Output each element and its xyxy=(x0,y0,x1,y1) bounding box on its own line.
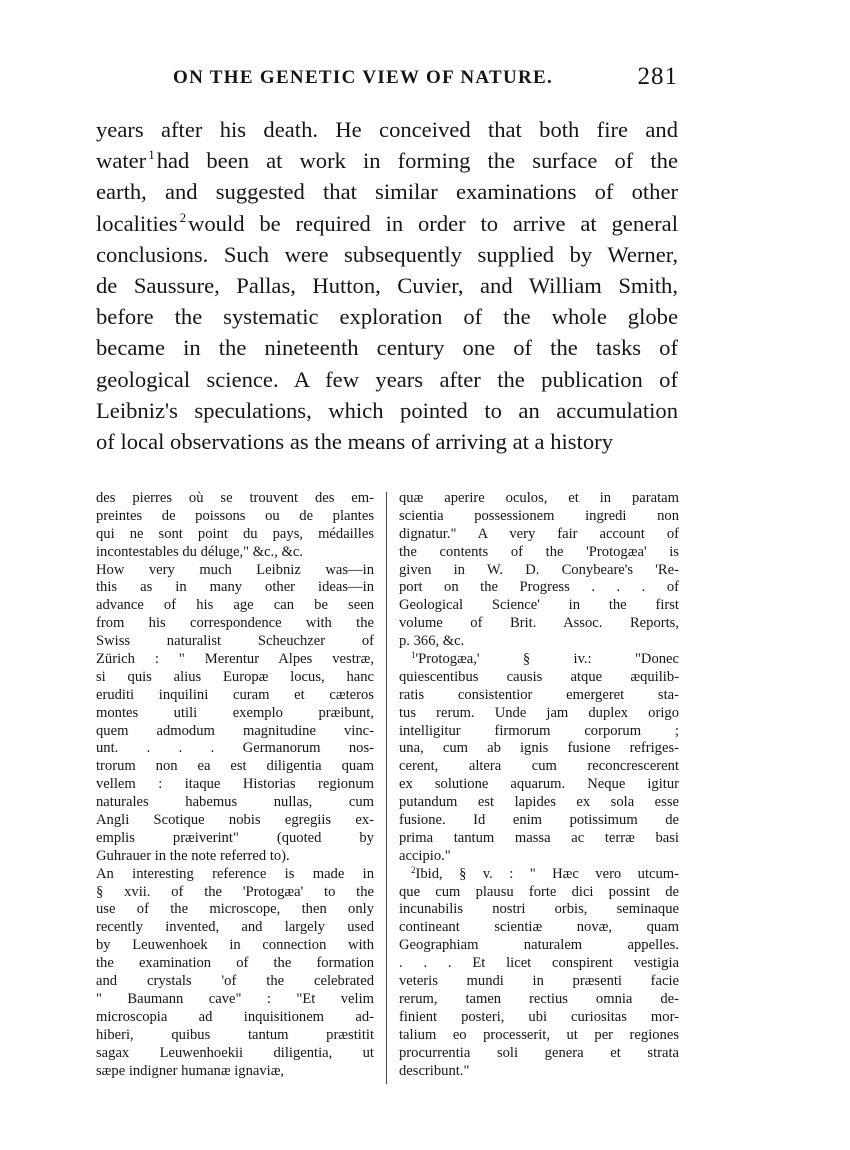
footnote-line: si quis alius Europæ locus, hanc xyxy=(96,668,374,685)
footnote-line: que cum plausu forte dici possint de xyxy=(399,883,679,900)
footnote-line: talium eo processerit, ut per regiones xyxy=(399,1026,679,1043)
footnote-line: volume of Brit. Assoc. Reports, xyxy=(399,615,679,632)
page-number: 281 xyxy=(637,63,678,90)
footnote-line: this as in many other ideas—in xyxy=(96,579,374,596)
footnote-line: des pierres où se trouvent des em- xyxy=(96,490,374,506)
footnote-line: tus rerum. Unde jam duplex origo xyxy=(399,704,679,721)
footnote-line: describunt." xyxy=(399,1062,470,1079)
footnote-line: trorum non ea est diligentia quam xyxy=(96,758,374,775)
footnote-line: incunabilis nostri orbis, seminaque xyxy=(399,901,679,918)
footnote-marker: 1 xyxy=(148,147,155,163)
footnote-line: emplis præiverint" (quoted by xyxy=(96,829,374,846)
footnote-line: montes utili exemplo præibunt, xyxy=(96,704,374,721)
footnote-line: putandum est lapides ex sola esse xyxy=(399,794,679,811)
footnote-line: incontestables du déluge," &c., &c. xyxy=(96,543,303,560)
footnote-line: cerent, altera cum reconcrescerent xyxy=(399,758,679,775)
footnote-line: Geological Science' in the first xyxy=(399,597,679,614)
footnote-line: . . . Et licet conspirent vestigia xyxy=(399,955,679,972)
footnote-line: given in W. D. Conybeare's 'Re- xyxy=(399,561,679,578)
footnote-line: ratis consistentior emergeret sta- xyxy=(399,686,679,703)
footnote-line: quiescentibus causis atque æquilib- xyxy=(399,668,679,685)
main-text-block xyxy=(96,114,678,457)
footnote-line: procurrentia soli genera et strata xyxy=(399,1044,679,1061)
footnote-line: quæ aperire oculos, et in paratam xyxy=(399,490,679,506)
running-title: ON THE GENETIC VIEW OF NATURE. xyxy=(173,67,554,88)
footnote-line: qui ne sont point du pays, médailles xyxy=(96,525,374,542)
footnote-marker: 2 xyxy=(179,209,187,225)
footnote-line: veteris mundi in præsenti facie xyxy=(399,973,679,990)
footnote-line: prima tantum massa ac terræ basi xyxy=(399,829,679,846)
footnote-line: eruditi inquilini curam et cæteros xyxy=(96,686,374,703)
footnote-line: dignatur." A very fair account of xyxy=(399,525,679,542)
footnote-line: Geographiam naturalem appelles. xyxy=(399,937,679,954)
footnote-line: naturales habemus nullas, cum xyxy=(96,794,374,811)
footnotes-left-column xyxy=(96,490,374,1080)
body-text-line: became in the nineteenth century one of the tasks of xyxy=(96,335,678,361)
footnote-line: Zürich : " Merentur Alpes vestræ, xyxy=(96,651,374,668)
footnotes-right-column xyxy=(399,490,679,1080)
body-text-line: Leibniz's speculations, which pointed to an accumulation xyxy=(96,397,678,423)
footnote-line: hiberi, quibus tantum præstitit xyxy=(96,1026,374,1043)
footnote-line: port on the Progress . . . of xyxy=(399,579,679,596)
body-text-line: earth, and suggested that similar examinations of other xyxy=(96,179,678,205)
body-text-line: localities $^2$would be required in order to arrive at general xyxy=(96,209,678,236)
footnote-line: the examination of the formation xyxy=(96,955,374,972)
footnote-line: finient posteri, ubi curiositas mor- xyxy=(399,1008,679,1025)
column-divider xyxy=(386,492,387,1084)
footnote-line: sagax Leuwenhoekii diligentia, ut xyxy=(96,1044,374,1061)
body-text-line: de Saussure, Pallas, Hutton, Cuvier, and William Smith, xyxy=(96,272,678,298)
footnote-line: § xvii. of the 'Protogæa' to the xyxy=(96,883,374,900)
footnote-line: " Baumann cave" : "Et velim xyxy=(96,990,374,1007)
footnote-line: and crystals 'of the celebrated xyxy=(96,973,374,990)
footnote-line: $^1$'Protogæa,' § iv.: "Donec xyxy=(411,651,679,668)
body-text-line: of local observations as the means of arriving at a history xyxy=(96,428,613,454)
footnote-line: rerum, tamen rectius omnia de- xyxy=(399,990,679,1007)
footnote-line: quem admodum magnitudine vinc- xyxy=(96,722,374,739)
footnote-line: preintes de poissons ou de plantes xyxy=(96,507,374,524)
footnote-line: accipio." xyxy=(399,847,451,864)
footnote-line: sæpe indigner humanæ ignaviæ, xyxy=(96,1062,285,1079)
footnote-line: from his correspondence with the xyxy=(96,615,374,632)
body-text-line: conclusions. Such were subsequently supplied by Werner, xyxy=(96,241,678,267)
footnote-line: una, cum ab ignis fusione refriges- xyxy=(399,740,679,757)
footnote-line: Guhrauer in the note referred to). xyxy=(96,847,290,864)
footnote-line: Swiss naturalist Scheuchzer of xyxy=(96,633,374,650)
footnote-line: contineant scientiæ novæ, quam xyxy=(399,919,679,936)
footnote-line: advance of his age can be seen xyxy=(96,597,374,614)
footnote-line: Angli Scotique nobis egregiis ex- xyxy=(96,812,374,829)
footnote-line: fusione. Id enim potissimum de xyxy=(399,812,679,829)
footnote-line: $^2$Ibid, § v. : " Hæc vero utcum- xyxy=(411,865,679,882)
footnote-line: An interesting reference is made in xyxy=(96,865,374,882)
footnote-marker: 2 xyxy=(411,865,416,875)
footnote-line: vellem : itaque Historias regionum xyxy=(96,776,374,793)
footnote-line: ex solutione aquarum. Neque igitur xyxy=(399,776,679,793)
page-header xyxy=(173,63,678,93)
footnote-line: recently invented, and largely used xyxy=(96,919,374,936)
footnote-marker: 1 xyxy=(411,651,416,661)
footnote-line: unt. . . . Germanorum nos- xyxy=(96,740,374,757)
body-text-line: water $^1$had been at work in forming the surface of the xyxy=(96,147,678,174)
footnote-line: the contents of the 'Protogæa' is xyxy=(399,543,679,560)
body-text-line: geological science. A few years after the publication of xyxy=(96,366,678,392)
footnote-line: scientia possessionem ingredi non xyxy=(399,507,679,524)
body-text-line: before the systematic exploration of the whole globe xyxy=(96,304,678,330)
footnote-line: intelligitur firmorum corporum ; xyxy=(399,722,679,739)
footnote-line: microscopia ad inquisitionem ad- xyxy=(96,1008,374,1025)
body-text-line: years after his death. He conceived that both fire and xyxy=(96,117,678,142)
footnote-line: by Leuwenhoek in connection with xyxy=(96,937,374,954)
footnote-line: use of the microscope, then only xyxy=(96,901,374,918)
footnote-line: How very much Leibniz was—in xyxy=(96,561,374,578)
footnote-line: p. 366, &c. xyxy=(399,633,465,650)
